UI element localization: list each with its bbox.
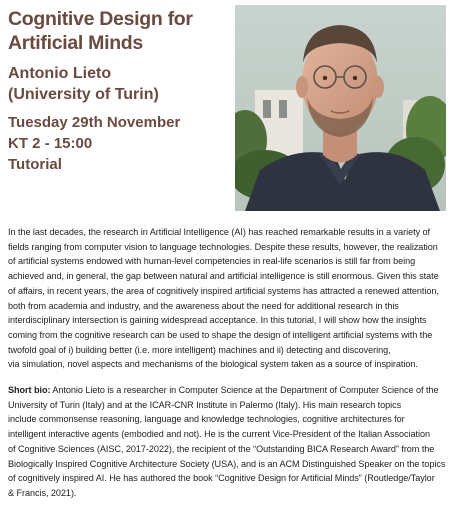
abstract-line: of affairs, in recent years, the area of cognitively inspired artificial systems has attracted a renewed attention, bbox=[8, 285, 439, 296]
speaker-bio bbox=[8, 383, 448, 501]
bio-first-line-text: Antonio Lieto is a researcher in Computer Science at the Department of Computer Science of the bbox=[50, 385, 439, 395]
speaker-affiliation: (University of Turin) bbox=[8, 86, 159, 103]
speaker-portrait-photo bbox=[235, 5, 446, 211]
abstract-line: via simulation, novel aspects and mechanisms of the biological system taken as a source of inspiration. bbox=[8, 359, 418, 370]
abstract-line: both from academia and industry, and the awareness about the need for additional research in this bbox=[8, 300, 399, 311]
bio-line: University of Turin (Italy) and at the ICAR-CNR Institute in Palermo (Italy). His main research topics bbox=[8, 399, 402, 410]
session-type: Tutorial bbox=[8, 156, 62, 173]
abstract-line: interdisciplinary intersection is gaining widespread acceptance. In this tutorial, I will show how the insights bbox=[8, 315, 427, 326]
bio-line: of Cognitive Sciences (AISC, 2017-2022), the recipient of the “Outstanding BICA Research Award” from the bbox=[8, 443, 435, 454]
talk-title bbox=[8, 7, 233, 55]
abstract-line: coming from the cognitive research can be used to shape the design of intelligent artificial systems with the bbox=[8, 329, 433, 340]
bio-line: Biologically Inspired Cognitive Architecture Society (USA), and is an ACM Distinguished Speaker on the topics bbox=[8, 458, 446, 469]
session-date: Tuesday 29th November bbox=[8, 114, 181, 131]
talk-abstract bbox=[8, 225, 448, 372]
bio-label: Short bio: bbox=[8, 385, 51, 395]
bio-line: of cognitively inspired AI. He has authored the book “Cognitive Design for Artificial Minds” (Routledge/Taylor bbox=[8, 473, 435, 484]
talk-title-line-1: Cognitive Design for bbox=[8, 8, 193, 30]
abstract-line: fields ranging from computer vision to language technologies. Despite these results, however, the realization bbox=[8, 241, 438, 252]
abstract-line: In the last decades, the research in Artificial Intelligence (AI) has reached remarkable results in a variety of bbox=[8, 227, 431, 237]
speaker-name: Antonio Lieto bbox=[8, 65, 112, 82]
session-meta bbox=[8, 112, 233, 175]
bio-first-line bbox=[8, 383, 448, 398]
speaker-info bbox=[8, 63, 233, 105]
portrait-illustration bbox=[235, 5, 446, 211]
abstract-line: achieved and, in general, the gap between natural and artificial intelligence is still enormous. Given this state bbox=[8, 271, 439, 282]
session-time: KT 2 - 15:00 bbox=[8, 135, 93, 152]
bio-line: include commonsense reasoning, language and knowledge technologies, cognitive architectures for bbox=[8, 414, 405, 425]
bio-line: intelligent interactive agents (embodied and not). He is the current Vice-President of the Italian Association bbox=[8, 429, 430, 440]
abstract-line: of artificial systems endowed with human-level competencies in real-life scenarios is still far from being bbox=[8, 256, 416, 267]
abstract-line: twofold goal of i) building better (i.e. more intelligent) machines and ii) detecting and discovering, bbox=[8, 344, 391, 355]
talk-title-line-2: Artificial Minds bbox=[8, 32, 143, 54]
bio-line: & Francis, 2021). bbox=[8, 487, 77, 498]
